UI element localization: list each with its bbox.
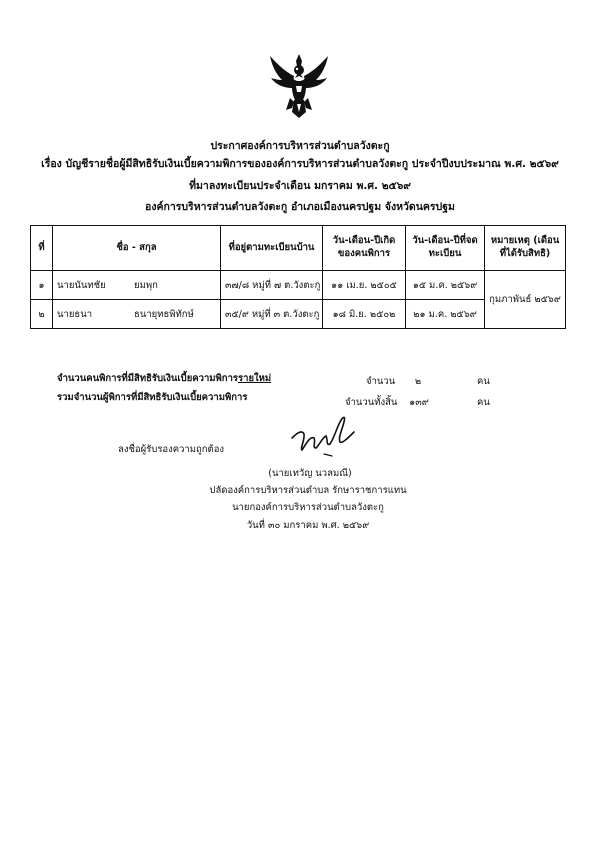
first-name: นายธนา bbox=[57, 308, 93, 320]
count-label: จำนวน bbox=[366, 376, 396, 387]
signer-position-acting: นายกองค์การบริหารส่วนตำบลวังตะกู bbox=[232, 502, 384, 513]
handwritten-signature bbox=[288, 408, 358, 458]
announcement-title: ประกาศองค์การบริหารส่วนตำบลวังตะกู bbox=[210, 140, 390, 152]
count-value: ๒ bbox=[414, 376, 422, 387]
organization-line: องค์การบริหารส่วนตำบลวังตะกู อำเภอเมืองนครปฐม จังหวัดนครปฐม bbox=[145, 201, 455, 213]
beneficiary-table bbox=[30, 225, 566, 329]
header-registered-date: วัน-เดือน-ปีที่จด ทะเบียน bbox=[406, 226, 485, 271]
header-birth-date: วัน-เดือน-ปีเกิด ของคนพิการ bbox=[323, 226, 406, 271]
header-address: ที่อยู่ตามทะเบียนบ้าน bbox=[221, 226, 323, 271]
row-address: ๓๗/๘ หมู่ที่ ๗ ต.วังตะกู bbox=[221, 271, 323, 300]
row-no: ๒ bbox=[31, 300, 53, 329]
announcement-subject: เรื่อง บัญชีรายชื่อผู้มีสิทธิรับเงินเบี้ยความพิการขององค์การบริหารส่วนตำบลวังตะกู ประจำปีงบประมาณ พ.ศ. ๒๕๖๙ bbox=[41, 158, 559, 170]
table-header-row bbox=[31, 226, 566, 271]
remark-cell: กุมภาพันธ์ ๒๕๖๙ bbox=[485, 271, 566, 329]
row-name bbox=[53, 271, 221, 300]
first-name: นายนันทชัย bbox=[57, 279, 106, 291]
last-name: ยมพุก bbox=[134, 279, 158, 291]
header-remark: หมายเหตุ (เดือนที่ได้รับสิทธิ) bbox=[485, 226, 566, 271]
signer-position: ปลัดองค์การบริหารส่วนตำบล รักษาราชการแทน bbox=[209, 485, 407, 496]
new-beneficiaries-label bbox=[57, 371, 271, 386]
announcement-subtitle: ที่มาลงทะเบียนประจำเดือน มกราคม พ.ศ. ๒๕๖๙ bbox=[189, 180, 411, 192]
signer-name: (นายเทวัญ นวลมณี) bbox=[268, 468, 352, 479]
count-unit: คน bbox=[477, 376, 490, 387]
certify-label: ลงชื่อผู้รับรองความถูกต้อง bbox=[118, 444, 225, 455]
row-birth-date: ๑๑ เม.ย. ๒๕๐๕ bbox=[323, 271, 406, 300]
header-no: ที่ bbox=[31, 226, 53, 271]
row-no: ๑ bbox=[31, 271, 53, 300]
row-birth-date: ๑๘ มิ.ย. ๒๕๐๒ bbox=[323, 300, 406, 329]
row-registered-date: ๒๑ ม.ค. ๒๕๖๙ bbox=[406, 300, 485, 329]
row-address: ๓๕/๙ หมู่ที่ ๓ ต.วังตะกู bbox=[221, 300, 323, 329]
last-name: ธนายุทธพิทักษ์ bbox=[134, 308, 194, 320]
total-beneficiaries-label: รวมจำนวนผู้พิการที่มีสิทธิรับเงินเบี้ยความพิการ bbox=[57, 392, 248, 403]
total-count-unit: คน bbox=[477, 397, 490, 408]
table-row bbox=[31, 271, 566, 300]
total-count-value: ๑๓๙ bbox=[409, 397, 429, 408]
row-name bbox=[53, 300, 221, 329]
row-registered-date: ๑๕ ม.ค. ๒๕๖๙ bbox=[406, 271, 485, 300]
new-label-prefix: จำนวนคนพิการที่มีสิทธิรับเงินเบี้ยความพิการ bbox=[57, 373, 239, 384]
header-name: ชื่อ - สกุล bbox=[53, 226, 221, 271]
garuda-emblem-icon bbox=[268, 52, 330, 120]
total-count-label: จำนวนทั้งสิ้น bbox=[345, 397, 398, 408]
signature-date: วันที่ ๓๐ มกราคม พ.ศ. ๒๕๖๙ bbox=[246, 520, 370, 531]
new-label-underlined: รายใหม่ bbox=[238, 373, 272, 384]
